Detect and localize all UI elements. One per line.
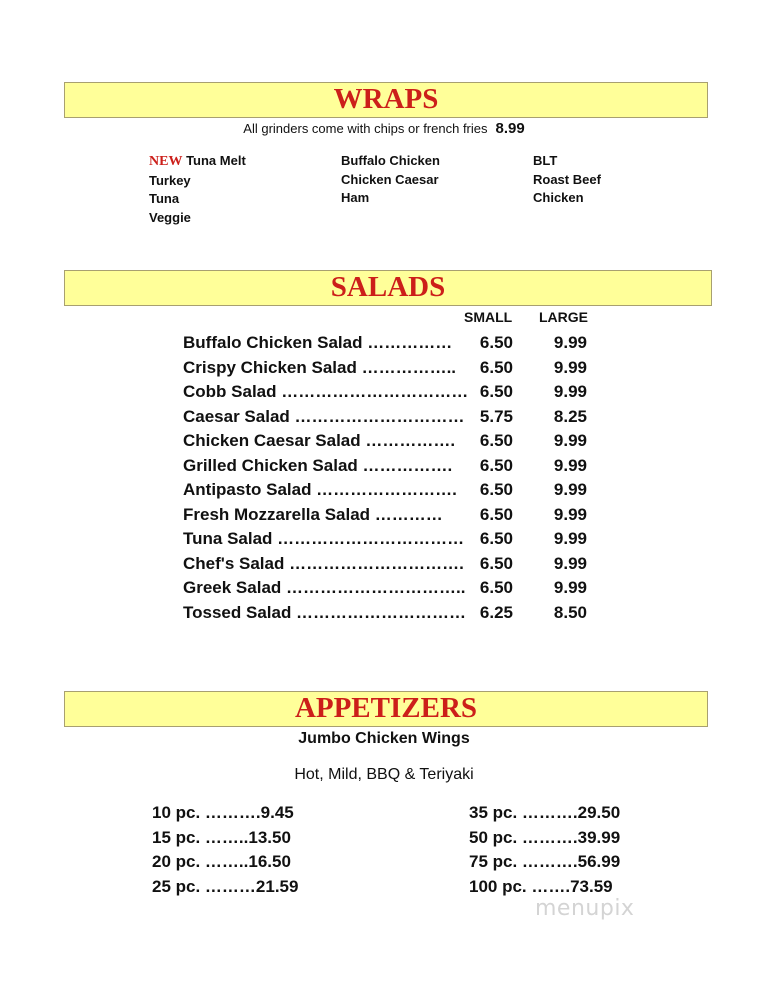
salad-row: Cobb Salad …………………………… 6.50 9.99 <box>183 382 587 401</box>
salad-row: Antipasto Salad ……………………. 6.50 9.99 <box>183 480 587 499</box>
salad-row: Buffalo Chicken Salad …………… 6.50 9.99 <box>183 333 587 352</box>
menu-item: Chicken Caesar <box>341 171 439 187</box>
wing-price-item: 75 pc. ……….56.99 <box>469 852 621 871</box>
wraps-title: WRAPS <box>333 83 439 115</box>
wraps-price: 8.99 <box>495 120 525 137</box>
salads-title: SALADS <box>330 271 446 303</box>
menu-item: Buffalo Chicken <box>341 153 440 168</box>
wraps-column-1 <box>149 152 246 227</box>
wings-flavors: Hot, Mild, BBQ & Teriyaki <box>294 766 474 783</box>
wraps-banner <box>64 82 708 118</box>
wings-subtitle: Jumbo Chicken Wings <box>298 730 470 747</box>
salad-row: Tuna Salad …………………………… 6.50 9.99 <box>183 529 587 548</box>
menupix-watermark: menupix <box>535 896 635 921</box>
salad-row: Caesar Salad ………………………… 5.75 8.25 <box>183 406 587 426</box>
salads-list <box>183 331 603 625</box>
appetizers-banner <box>64 691 708 727</box>
menu-item: Chicken <box>533 190 584 205</box>
large-column-header: LARGE <box>539 309 588 325</box>
new-badge: NEW <box>149 154 183 169</box>
menu-item: Tuna <box>149 191 180 206</box>
wing-price-item: 20 pc. ……..16.50 <box>152 852 291 871</box>
salad-row: Tossed Salad ………………………… 6.25 8.50 <box>183 602 587 622</box>
appetizers-title: APPETIZERS <box>294 692 478 724</box>
wings-prices-left <box>152 801 298 899</box>
wings-prices-right <box>469 801 620 899</box>
salad-row: Chicken Caesar Salad ……………. 6.50 9.99 <box>183 431 587 450</box>
salad-row: Chef's Salad …………………………. 6.50 9.99 <box>183 553 587 573</box>
menu-item: Ham <box>341 190 370 205</box>
wing-price-item: 35 pc. ……….29.50 <box>469 803 621 822</box>
wraps-column-3 <box>533 152 601 208</box>
wing-price-item: 15 pc. ……..13.50 <box>152 827 291 847</box>
menu-item: BLT <box>533 153 558 168</box>
menu-item: Roast Beef <box>533 171 601 187</box>
menu-item: NEW Tuna Melt <box>149 153 246 169</box>
small-column-header: SMALL <box>464 309 513 325</box>
wraps-column-2 <box>341 152 440 208</box>
menu-item: Veggie <box>149 209 191 225</box>
wraps-note-text: All grinders come with chips or french fries <box>243 121 488 136</box>
wing-price-item: 50 pc. ……….39.99 <box>469 827 621 847</box>
menu-item: Turkey <box>149 172 191 188</box>
wing-price-item: 25 pc. ………21.59 <box>152 876 299 896</box>
salad-row: Grilled Chicken Salad ……………. 6.50 9.99 <box>183 455 587 475</box>
wing-price-item: 100 pc. …….73.59 <box>469 876 613 896</box>
salad-row: Greek Salad ………………………….. 6.50 9.99 <box>183 578 587 597</box>
wraps-note <box>0 120 768 137</box>
wing-price-item: 10 pc. ……….9.45 <box>152 803 294 822</box>
salad-row: Fresh Mozzarella Salad ………… 6.50 9.99 <box>183 504 587 524</box>
salad-row: Crispy Chicken Salad …………….. 6.50 9.99 <box>183 357 587 377</box>
salads-banner <box>64 270 712 306</box>
